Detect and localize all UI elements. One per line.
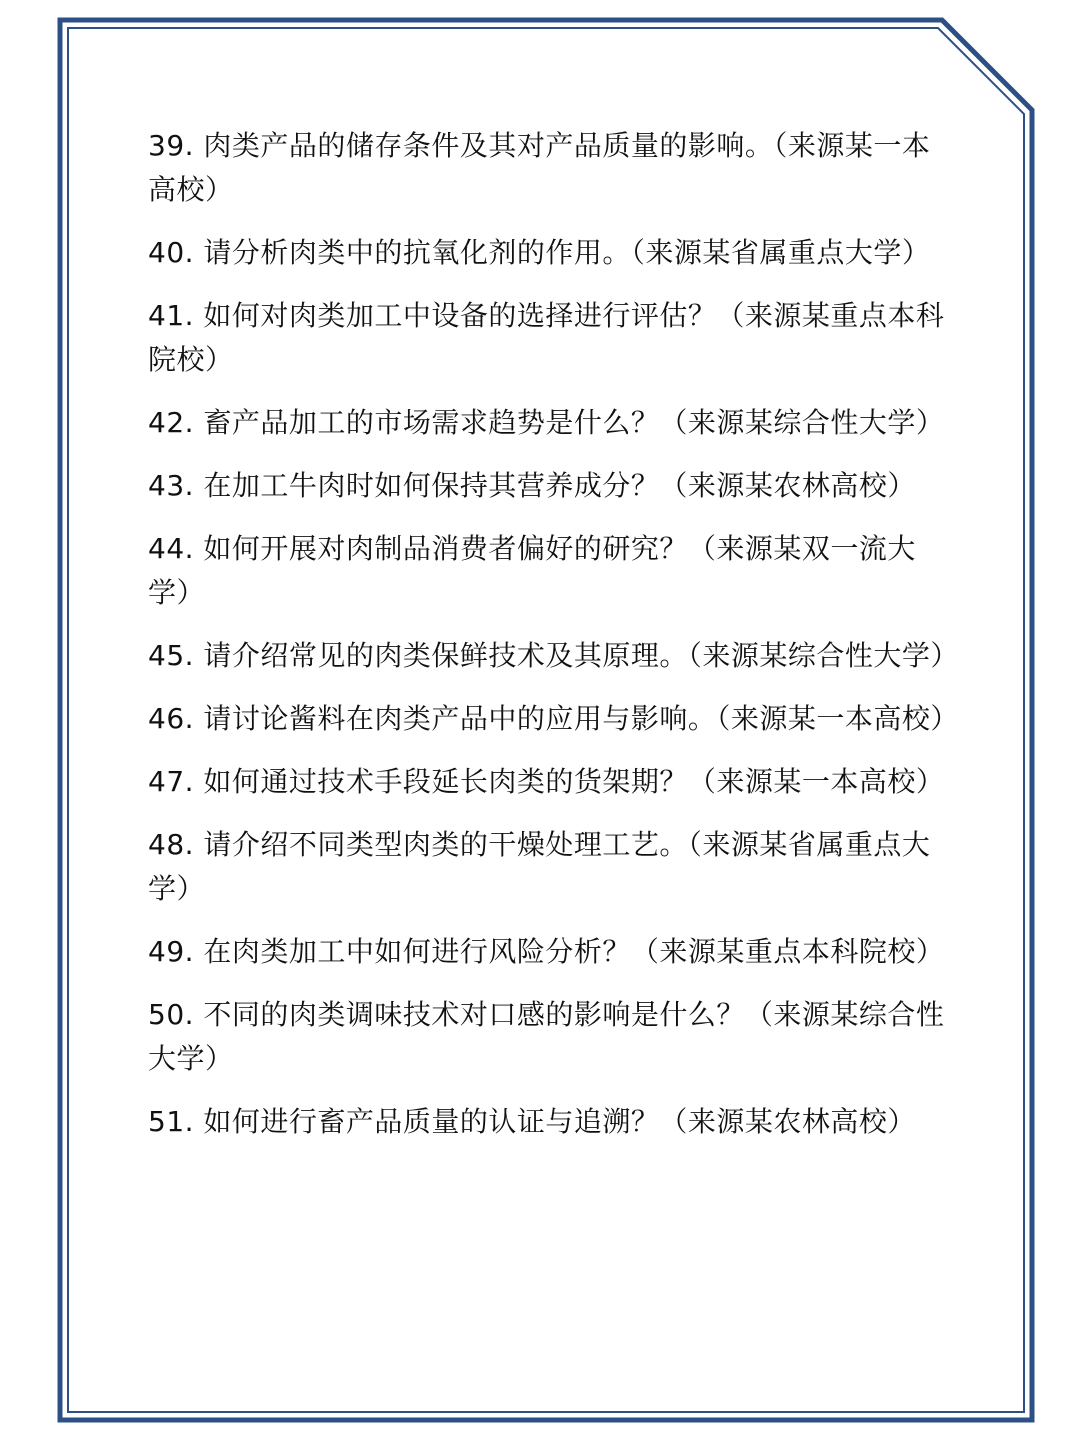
question-item: 42. 畜产品加工的市场需求趋势是什么？（来源某综合性大学）: [148, 406, 945, 439]
question-item: 46. 请讨论酱料在肉类产品中的应用与影响。（来源某一本高校）: [148, 702, 959, 735]
question-item: 49. 在肉类加工中如何进行风险分析？（来源某重点本科院校）: [148, 935, 945, 968]
question-item: 40. 请分析肉类中的抗氧化剂的作用。（来源某省属重点大学）: [148, 236, 931, 269]
question-item: 44. 如何开展对肉制品消费者偏好的研究？（来源某双一流大学）: [148, 532, 916, 609]
question-item: 48. 请介绍不同类型肉类的干燥处理工艺。（来源某省属重点大学）: [148, 828, 931, 905]
question-item: 51. 如何进行畜产品质量的认证与追溯？（来源某农林高校）: [148, 1105, 916, 1138]
question-item: 43. 在加工牛肉时如何保持其营养成分？（来源某农林高校）: [148, 469, 916, 502]
question-list: [148, 124, 959, 1163]
question-item: 50. 不同的肉类调味技术对口感的影响是什么？（来源某综合性大学）: [148, 998, 945, 1075]
question-item: 45. 请介绍常见的肉类保鲜技术及其原理。（来源某综合性大学）: [148, 639, 959, 672]
question-item: 39. 肉类产品的储存条件及其对产品质量的影响。（来源某一本高校）: [148, 129, 931, 206]
question-item: 41. 如何对肉类加工中设备的选择进行评估？（来源某重点本科院校）: [148, 299, 945, 376]
question-item: 47. 如何通过技术手段延长肉类的货架期？（来源某一本高校）: [148, 765, 945, 798]
